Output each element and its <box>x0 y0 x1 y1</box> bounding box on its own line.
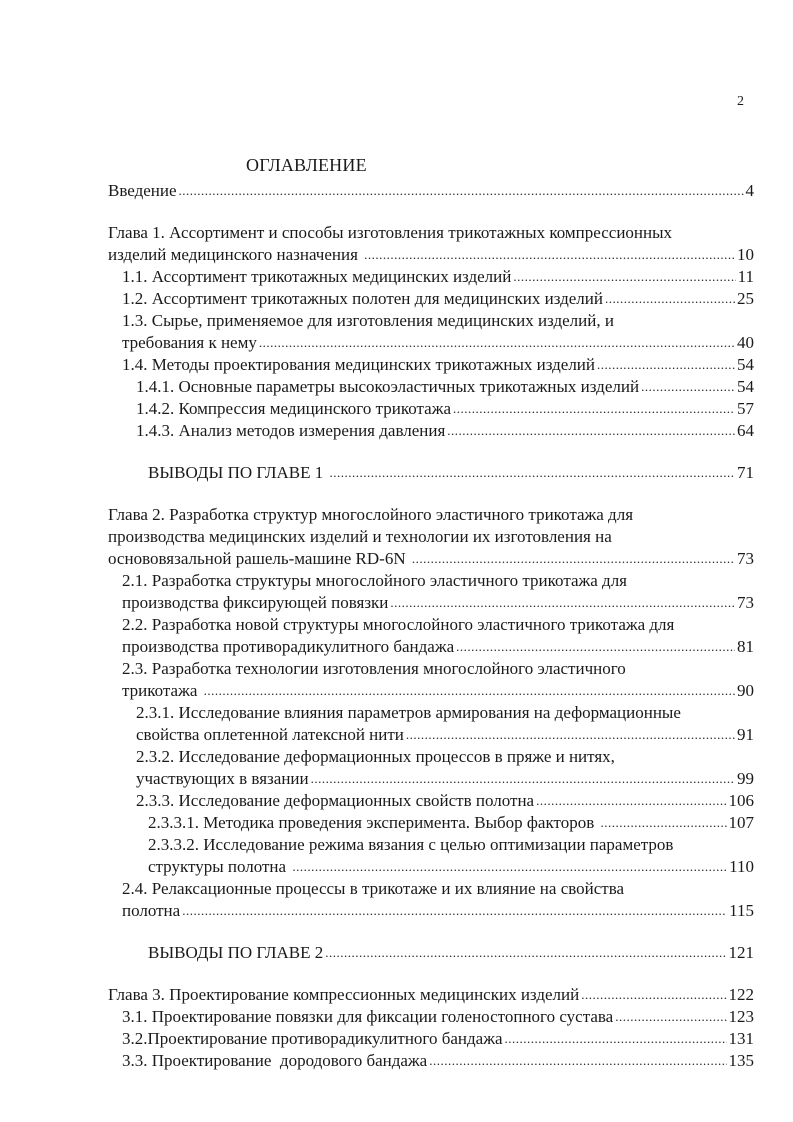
toc-entry[interactable] <box>108 1050 754 1072</box>
page-number: 2 <box>737 94 744 109</box>
toc-entry[interactable] <box>108 834 754 878</box>
toc-entry-last-line <box>148 856 754 878</box>
toc-entry-text: производства противорадикулитного бандажа <box>122 637 455 656</box>
toc-entry-text: основовязальной рашель-машине RD-6N <box>108 549 410 568</box>
toc-entry-line: 2.1. Разработка структуры многослойного эластичного трикотажа для <box>122 571 628 590</box>
toc-entry-line: производства медицинских изделий и технологии их изготовления на <box>108 527 612 546</box>
toc-entry[interactable] <box>108 310 754 354</box>
toc-entry-text: 3.1. Проектирование повязки для фиксации голеностопного сустава <box>122 1007 614 1026</box>
toc-entry-text: 1.4.3. Анализ методов измерения давления <box>136 421 446 440</box>
toc-entry-line: Глава 2. Разработка структур многослойного эластичного трикотажа для <box>108 505 634 524</box>
toc-entry[interactable] <box>108 266 754 288</box>
toc-entry-last-line <box>108 984 754 1006</box>
toc-page-number: 122 <box>728 985 754 1004</box>
spacer <box>108 964 754 984</box>
toc-page-number: 135 <box>728 1051 754 1070</box>
toc-page-number: 107 <box>728 813 754 832</box>
toc-entry-text: структуры полотна <box>148 857 291 876</box>
toc-page-number: 10 <box>737 245 754 264</box>
toc-entry[interactable] <box>108 504 754 570</box>
dot-leader <box>639 376 735 398</box>
toc-entry-last-line <box>122 636 754 658</box>
toc-entry-last-line <box>136 420 754 442</box>
toc-page-number: 81 <box>737 637 754 656</box>
toc-entry-text: 1.2. Ассортимент трикотажных полотен для медицинских изделий <box>122 289 603 308</box>
toc-entry-last-line <box>136 398 754 420</box>
dot-leader <box>454 636 735 658</box>
toc-entry[interactable] <box>108 942 754 964</box>
dot-leader <box>534 790 726 812</box>
toc-entry-last-line <box>108 244 754 266</box>
dot-leader <box>257 332 735 354</box>
dot-leader <box>323 942 726 964</box>
toc-page-number: 91 <box>737 725 754 744</box>
toc-page-number: 121 <box>728 943 754 962</box>
toc-entry-text: участвующих в вязании <box>136 769 309 788</box>
toc-page-number: 64 <box>737 421 754 440</box>
dot-leader <box>599 812 727 834</box>
toc-entry-last-line <box>122 332 754 354</box>
dot-leader <box>404 724 735 746</box>
toc-page-number: 40 <box>737 333 754 352</box>
toc-entry-line: 2.3. Разработка технологии изготовления многослойного эластичного <box>122 659 626 678</box>
dot-leader <box>579 984 726 1006</box>
toc-entry-text: изделий медицинского назначения <box>108 245 363 264</box>
toc-entry-last-line <box>122 592 754 614</box>
toc-entry[interactable] <box>108 180 754 202</box>
toc-entry-text: свойства оплетенной латексной нити <box>136 725 404 744</box>
spacer <box>108 484 754 504</box>
toc-entry[interactable] <box>108 398 754 420</box>
dot-leader <box>603 288 735 310</box>
toc-entry-text: производства фиксирующей повязки <box>122 593 389 612</box>
toc-page-number: 54 <box>737 377 754 396</box>
toc-entry-last-line <box>122 354 754 376</box>
dot-leader <box>427 1050 726 1072</box>
dot-leader <box>388 592 735 614</box>
toc-page-number: 11 <box>737 267 754 286</box>
toc-entry-text: Глава 3. Проектирование компрессионных медицинских изделий <box>108 985 580 1004</box>
toc-entry-text: 2.3.3. Исследование деформационных свойств полотна <box>136 791 535 810</box>
toc-page-number: 131 <box>728 1029 754 1048</box>
toc-entry-line: 2.3.1. Исследование влияния параметров армирования на деформационные <box>136 703 681 722</box>
toc-entry[interactable] <box>108 984 754 1006</box>
spacer <box>108 442 754 462</box>
toc-page-number: 71 <box>737 463 754 482</box>
toc-entry-last-line <box>122 266 754 288</box>
toc-entry[interactable] <box>108 376 754 398</box>
dot-leader <box>595 354 735 376</box>
toc-entry[interactable] <box>108 570 754 614</box>
dot-leader <box>503 1028 727 1050</box>
toc-entry-last-line <box>136 768 754 790</box>
toc-entry[interactable] <box>108 222 754 266</box>
dot-leader <box>309 768 735 790</box>
toc-entry-last-line <box>108 180 754 202</box>
toc-entry[interactable] <box>108 746 754 790</box>
dot-leader <box>328 462 736 484</box>
toc-page-number: 123 <box>728 1007 754 1026</box>
toc-entry-text: полотна <box>122 901 181 920</box>
toc-entry[interactable] <box>108 878 754 922</box>
toc-entry-last-line <box>122 288 754 310</box>
toc-page-number: 90 <box>737 681 754 700</box>
toc-entry-last-line <box>136 376 754 398</box>
spacer <box>108 922 754 942</box>
dot-leader <box>177 180 744 202</box>
toc-entry-last-line <box>136 790 754 812</box>
toc-entry-line: 2.3.3.2. Исследование режима вязания с целью оптимизации параметров <box>148 835 674 854</box>
toc-page-number: 115 <box>729 901 754 920</box>
toc-entry[interactable] <box>108 790 754 812</box>
toc-entry-last-line <box>122 1006 754 1028</box>
toc-entry-line: 2.2. Разработка новой структуры многослойного эластичного трикотажа для <box>122 615 675 634</box>
toc-page-number: 57 <box>737 399 754 418</box>
toc-entry-text: ВЫВОДЫ ПО ГЛАВЕ 1 <box>148 463 328 482</box>
toc-entry-last-line <box>122 1050 754 1072</box>
toc-entry[interactable] <box>108 288 754 310</box>
spacer <box>108 202 754 222</box>
toc-entry-last-line <box>122 680 754 702</box>
toc-entry-text: 1.4. Методы проектирования медицинских трикотажных изделий <box>122 355 596 374</box>
dot-leader <box>290 856 727 878</box>
toc-entry-line: 2.4. Релаксационные процессы в трикотаже и их влияние на свойства <box>122 879 625 898</box>
toc-entry-text: трикотажа <box>122 681 202 700</box>
toc-entry-last-line <box>136 724 754 746</box>
dot-leader <box>180 900 727 922</box>
toc-entry-text: ВЫВОДЫ ПО ГЛАВЕ 2 <box>148 943 324 962</box>
toc-page-number: 73 <box>737 593 754 612</box>
toc-entry-text: 1.4.1. Основные параметры высокоэластичных трикотажных изделий <box>136 377 640 396</box>
toc-entry-text: Введение <box>108 181 177 200</box>
toc-entry-line: 1.3. Сырье, применяемое для изготовления медицинских изделий, и <box>122 311 614 330</box>
toc-entry[interactable] <box>108 812 754 834</box>
toc-page-number: 110 <box>729 857 754 876</box>
dot-leader <box>202 680 735 702</box>
toc-entry-text: 3.2.Проектирование противорадикулитного бандажа <box>122 1029 503 1048</box>
toc-entry[interactable] <box>108 462 754 484</box>
toc-entry[interactable] <box>108 354 754 376</box>
toc-entry[interactable] <box>108 420 754 442</box>
toc-entry-line: Глава 1. Ассортимент и способы изготовления трикотажных компрессионных <box>108 223 673 242</box>
toc-page-number: 99 <box>737 769 754 788</box>
toc-title: ОГЛАВЛЕНИЕ <box>246 155 367 175</box>
toc-entry-last-line <box>148 812 754 834</box>
toc-entry-text: 3.3. Проектирование дородового бандажа <box>122 1051 428 1070</box>
toc-entry[interactable] <box>108 658 754 702</box>
toc-entry-last-line <box>122 1028 754 1050</box>
dot-leader <box>511 266 735 288</box>
dot-leader <box>451 398 735 420</box>
toc-entry-last-line <box>108 548 754 570</box>
toc-entry-text: 2.3.3.1. Методика проведения эксперимента. Выбор факторов <box>148 813 599 832</box>
toc-entry[interactable] <box>108 614 754 658</box>
dot-leader <box>362 244 735 266</box>
toc-entry-last-line <box>148 942 754 964</box>
dot-leader <box>445 420 735 442</box>
toc-page-number: 73 <box>737 549 754 568</box>
dot-leader <box>410 548 735 570</box>
toc-entry-text: 1.4.2. Компрессия медицинского трикотажа <box>136 399 451 418</box>
toc-entry-text: требования к нему <box>122 333 257 352</box>
dot-leader <box>613 1006 726 1028</box>
toc-entry-last-line <box>122 900 754 922</box>
toc-page-number: 54 <box>737 355 754 374</box>
table-of-contents <box>108 180 754 1072</box>
toc-page-number: 25 <box>737 289 754 308</box>
toc-entry[interactable] <box>108 702 754 746</box>
toc-entry-text: 1.1. Ассортимент трикотажных медицинских изделий <box>122 267 512 286</box>
toc-entry[interactable] <box>108 1006 754 1028</box>
toc-entry[interactable] <box>108 1028 754 1050</box>
toc-entry-last-line <box>148 462 754 484</box>
toc-entry-line: 2.3.2. Исследование деформационных процессов в пряже и нитях, <box>136 747 615 766</box>
toc-page-number: 106 <box>728 791 754 810</box>
toc-page-number: 4 <box>745 181 754 200</box>
